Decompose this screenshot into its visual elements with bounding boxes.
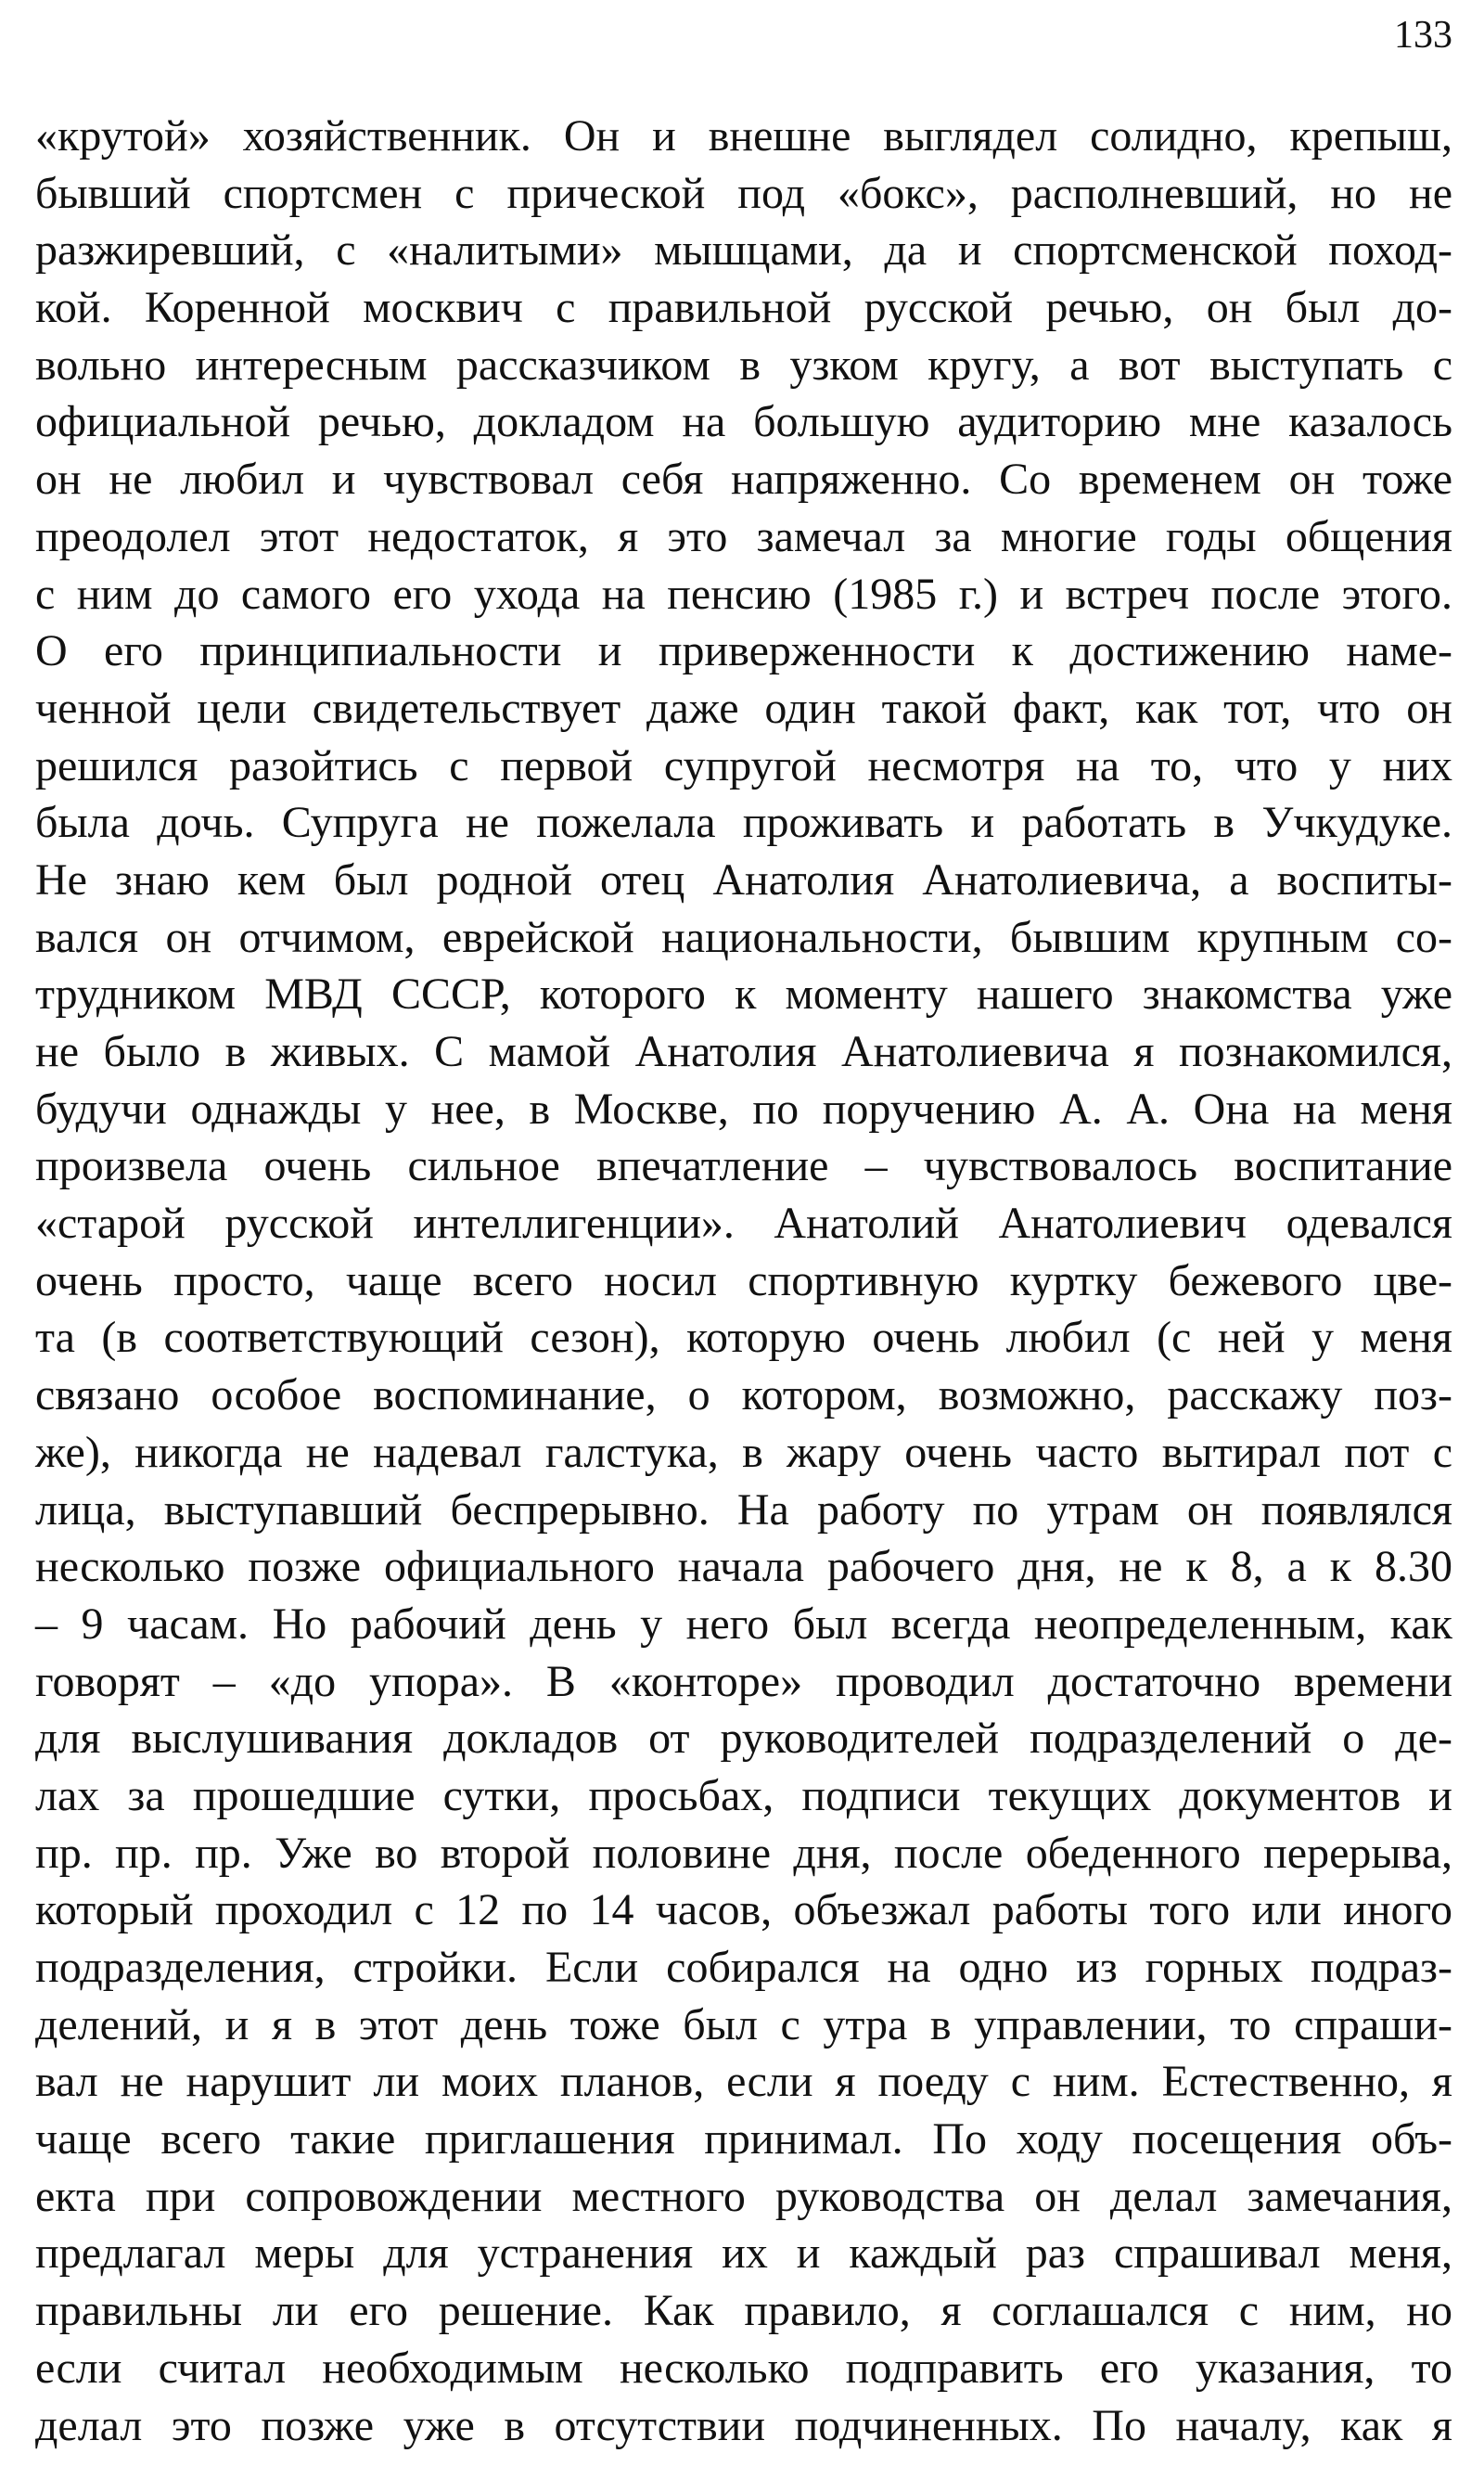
text-line: пр. пр. пр. Уже во второй половине дня, после обеденного перерыва, xyxy=(35,1828,1452,1878)
text-line: который проходил с 12 по 14 часов, объезжал работы того или иного xyxy=(35,1885,1452,1935)
text-line: несколько позже официального начала рабочего дня, не к 8, а к 8.30 xyxy=(35,1542,1452,1592)
text-line: «старой русской интеллигенции». Анатолий Анатолиевич одевался xyxy=(35,1199,1452,1249)
text-line: для выслушивания докладов от руководителей подразделений о де- xyxy=(35,1714,1452,1764)
text-line: с ним до самого его ухода на пенсию (1985 г.) и встреч после этого. xyxy=(35,569,1452,619)
text-line: же), никогда не надевал галстука, в жару очень часто вытирал пот с xyxy=(35,1427,1452,1477)
text-line: та (в соответствующий сезон), которую очень любил (с ней у меня xyxy=(35,1313,1452,1363)
text-line: предлагал меры для устранения их и каждый раз спрашивал меня, xyxy=(35,2228,1452,2279)
body-text xyxy=(35,108,1452,2454)
text-line: связано особое воспоминание, о котором, возможно, расскажу поз- xyxy=(35,1370,1452,1420)
text-line: решился разойтись с первой супругой несмотря на то, что у них xyxy=(35,740,1452,790)
text-line: очень просто, чаще всего носил спортивную куртку бежевого цве- xyxy=(35,1255,1452,1305)
text-line: «крутой» хозяйственник. Он и внешне выглядел солидно, крепыш, xyxy=(35,111,1452,161)
text-line: Не знаю кем был родной отец Анатолия Анатолиевича, а воспиты- xyxy=(35,854,1452,905)
text-line: подразделения, стройки. Если собирался на одно из горных подраз- xyxy=(35,1943,1452,1992)
text-line: екта при сопровождении местного руководства он делал замечания, xyxy=(35,2171,1452,2221)
text-line: лица, выступавший беспрерывно. На работу по утрам он появлялся xyxy=(35,1484,1452,1535)
text-line: вольно интересным рассказчиком в узком кругу, а вот выступать с xyxy=(35,340,1452,390)
text-line: кой. Коренной москвич с правильной русской речью, он был до- xyxy=(35,283,1452,333)
text-line: будучи однажды у нее, в Москве, по поручению А. А. Она на меня xyxy=(35,1084,1452,1134)
text-line: – 9 часам. Но рабочий день у него был всегда неопределенным, как xyxy=(35,1599,1452,1649)
text-line: ченной цели свидетельствует даже один такой факт, как тот, что он xyxy=(35,683,1452,733)
text-line: О его принципиальности и приверженности к достижению наме- xyxy=(35,626,1452,676)
text-line: лах за прошедшие сутки, просьбах, подписи текущих документов и xyxy=(35,1770,1452,1820)
text-line: преодолел этот недостаток, я это замечал за многие годы общения xyxy=(35,511,1452,561)
text-line: вался он отчимом, еврейской национальности, бывшим крупным со- xyxy=(35,912,1452,962)
text-line: чаще всего такие приглашения принимал. По ходу посещения объ- xyxy=(35,2114,1452,2164)
text-line: трудником МВД СССР, которого к моменту нашего знакомства уже xyxy=(35,970,1452,1020)
text-line: делал это позже уже в отсутствии подчиненных. По началу, как я xyxy=(35,2400,1452,2450)
page-number: 133 xyxy=(1394,14,1452,57)
text-line: официальной речью, докладом на большую аудиторию мне казалось xyxy=(35,397,1452,447)
text-line: если считал необходимым несколько подправить его указания, то xyxy=(35,2343,1452,2393)
text-line: бывший спортсмен с прической под «бокс», располневший, но не xyxy=(35,168,1452,218)
text-line: была дочь. Супруга не пожелала проживать и работать в Учкудуке. xyxy=(35,798,1452,848)
text-line: делений, и я в этот день тоже был с утра в управлении, то спраши- xyxy=(35,1999,1452,2049)
text-line: он не любил и чувствовал себя напряженно. Со временем он тоже xyxy=(35,455,1452,505)
text-line: вал не нарушит ли моих планов, если я поеду с ним. Естественно, я xyxy=(35,2057,1452,2107)
text-line: не было в живых. С мамой Анатолия Анатолиевича я познакомился, xyxy=(35,1027,1452,1076)
text-line: говорят – «до упора». В «конторе» проводил достаточно времени xyxy=(35,1656,1452,1706)
text-line: разжиревший, с «налитыми» мышцами, да и спортсменской поход- xyxy=(35,225,1452,276)
text-line: произвела очень сильное впечатление – чувствовалось воспитание xyxy=(35,1141,1452,1191)
text-line: правильны ли его решение. Как правило, я соглашался с ним, но xyxy=(35,2286,1452,2336)
